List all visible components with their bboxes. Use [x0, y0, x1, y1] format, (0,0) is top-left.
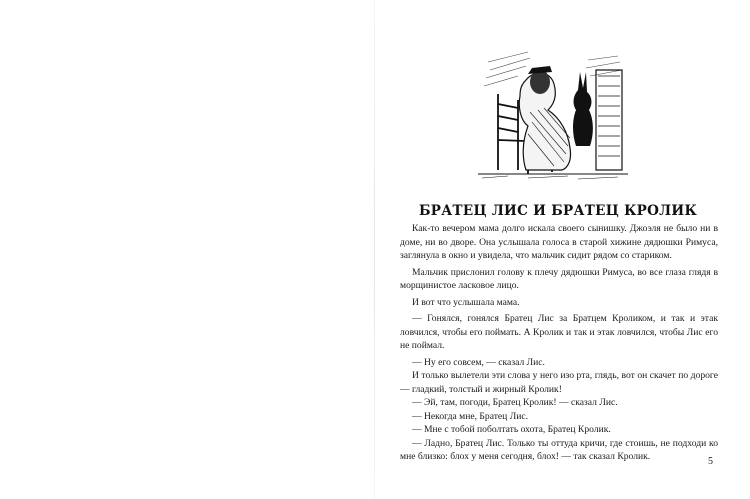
paragraph: И только вылетели эти слова у него изо рта, глядь, вот он скачет по дороге — гладкий, толстый и жирный Кролик! — [400, 370, 718, 395]
book-gutter — [374, 0, 375, 499]
paragraph: Мальчик прислонил голову к плечу дядюшки Римуса, во все глаза глядя в морщинистое ласковое лицо. — [400, 266, 718, 291]
story-title: БРАТЕЦ ЛИС И БРАТЕЦ КРОЛИК — [418, 203, 698, 219]
paragraph: Как-то вечером мама долго искала своего сынишку. Джоэля не было ни в доме, ни во дворе. Она услышала голоса в старой хижине дядюшки Римуса, заглянула в окно и увидела, что мальчик сидит рядом со стариком. — [400, 223, 718, 261]
paragraph: — Мне с тобой поболтать охота, Братец Кролик. — [412, 424, 611, 435]
paragraph: — Ладно, Братец Лис. Только ты оттуда кричи, где стоишь, не подходи ко мне близко: блох у меня сегодня, блох! — так сказал Кролик. — [400, 437, 718, 462]
story-text — [400, 222, 718, 464]
paragraph: — Ну его совсем, — сказал Лис. — [412, 356, 545, 368]
paragraph: И вот что услышала мама. — [412, 296, 520, 308]
page-number: 5 — [708, 456, 713, 467]
paragraph: — Некогда мне, Братец Лис. — [412, 410, 529, 422]
paragraph: — Гонялся, гонялся Братец Лис за Братцем Кроликом, и так и этак ловчился, чтобы его поймать. А Кролик и так и этак ловчился, чтобы Лис его не поймал. — [400, 313, 718, 351]
old-man-and-rabbit-illustration-icon — [468, 42, 638, 182]
paragraph: — Эй, там, погоди, Братец Кролик! — сказал Лис. — [412, 397, 618, 408]
